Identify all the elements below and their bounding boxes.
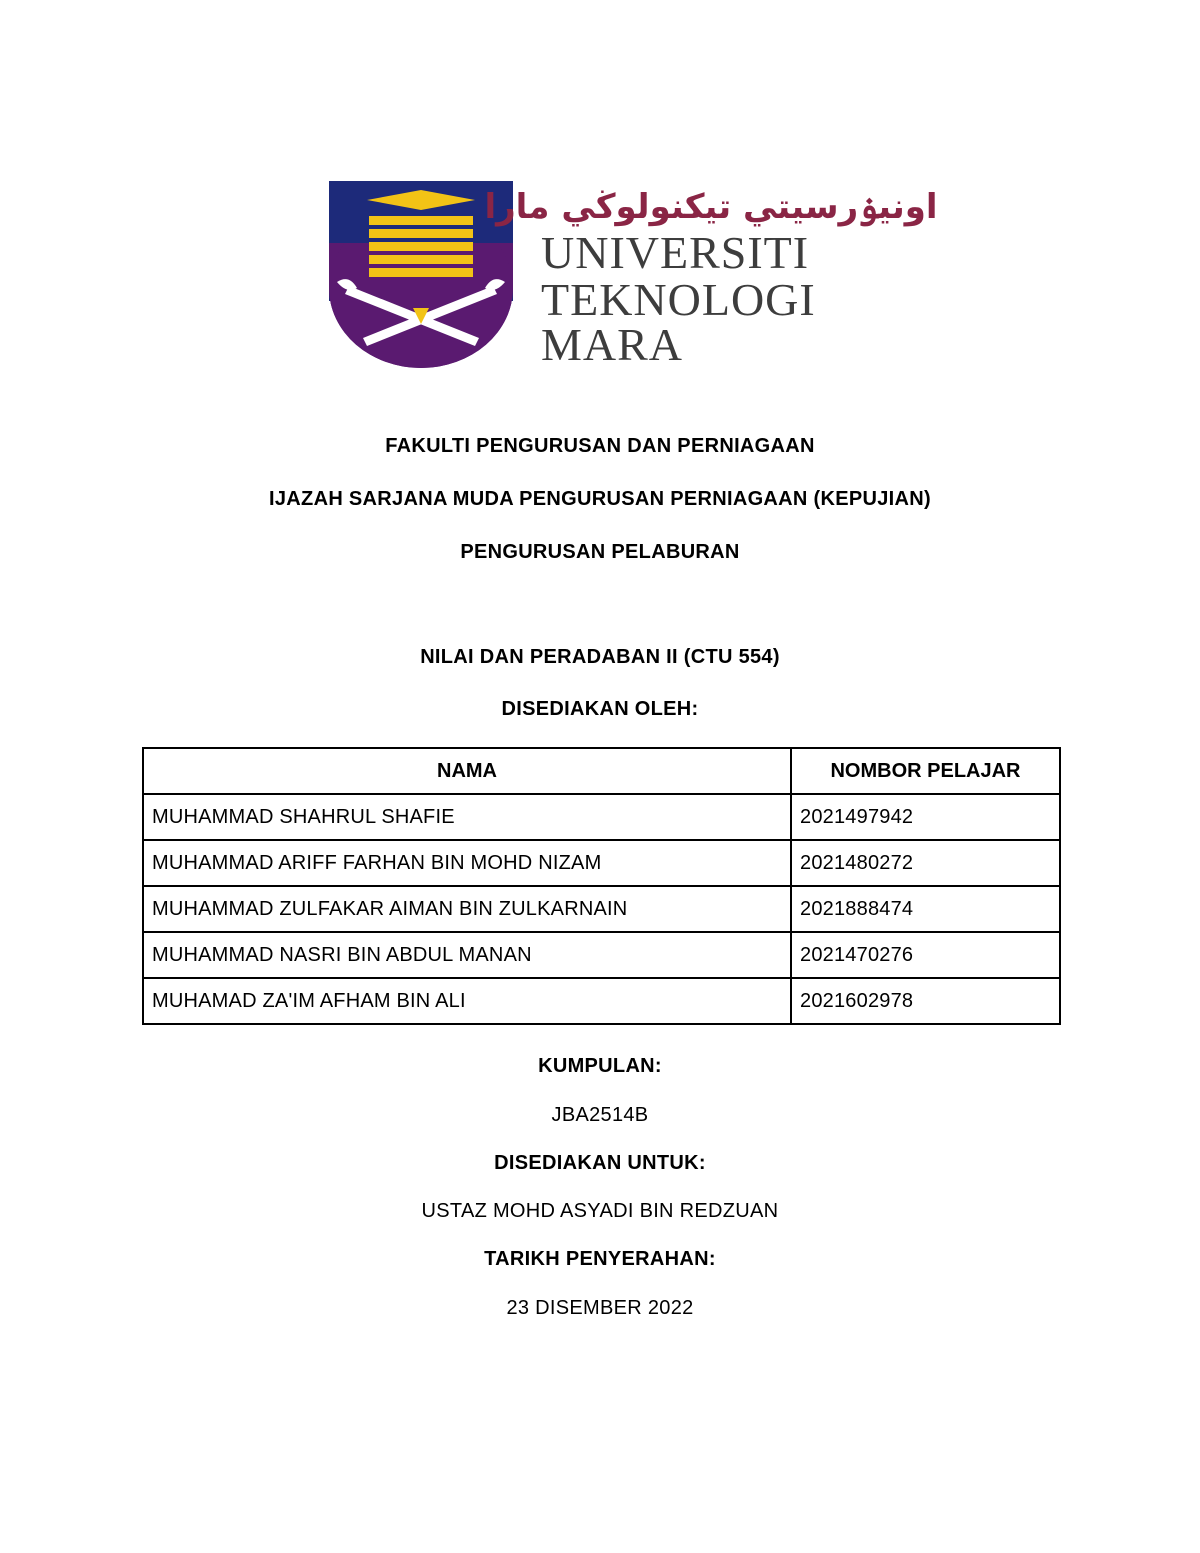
prepared-for-label: DISEDIAKAN UNTUK: — [494, 1152, 706, 1174]
course-title: NILAI DAN PERADABAN II (CTU 554) — [420, 646, 780, 668]
table-header-row — [143, 748, 1060, 794]
table-row — [143, 794, 1060, 840]
group-label: KUMPULAN: — [538, 1055, 662, 1077]
members-table — [142, 747, 1061, 1025]
faculty-title: FAKULTI PENGURUSAN DAN PERNIAGAAN — [385, 435, 815, 457]
group-value: JBA2514B — [551, 1104, 649, 1126]
submission-date-value: 23 DISEMBER 2022 — [506, 1297, 694, 1319]
member-student-number: 2021602978 — [791, 978, 1060, 1024]
uitm-logo — [329, 178, 938, 370]
programme-title: IJAZAH SARJANA MUDA PENGURUSAN PERNIAGAAN (KEPUJIAN) — [269, 488, 931, 510]
header-student-number: NOMBOR PELAJAR — [791, 748, 1060, 794]
logo-name-line3: MARA — [541, 319, 684, 370]
member-student-number: 2021497942 — [791, 794, 1060, 840]
header-name: NAMA — [143, 748, 791, 794]
prepared-for-value: USTAZ MOHD ASYADI BIN REDZUAN — [421, 1200, 779, 1222]
major-title: PENGURUSAN PELABURAN — [460, 541, 740, 563]
member-student-number: 2021888474 — [791, 886, 1060, 932]
logo-name-line1: UNIVERSITI — [541, 227, 810, 278]
table-row — [143, 886, 1060, 932]
logo-jawi-text: اونيۏرسيتي تيکنولوڬي مارا — [484, 187, 938, 227]
member-student-number: 2021480272 — [791, 840, 1060, 886]
member-name: MUHAMAD ZA'IM AFHAM BIN ALI — [143, 978, 791, 1024]
member-name: MUHAMMAD ARIFF FARHAN BIN MOHD NIZAM — [143, 840, 791, 886]
submission-date-label: TARIKH PENYERAHAN: — [484, 1248, 716, 1270]
logo-name-line2: TEKNOLOGI — [541, 274, 816, 325]
prepared-by-label: DISEDIAKAN OLEH: — [501, 698, 699, 720]
member-name: MUHAMMAD NASRI BIN ABDUL MANAN — [143, 932, 791, 978]
member-name: MUHAMMAD SHAHRUL SHAFIE — [143, 794, 791, 840]
table-row — [143, 840, 1060, 886]
table-row — [143, 932, 1060, 978]
member-name: MUHAMMAD ZULFAKAR AIMAN BIN ZULKARNAIN — [143, 886, 791, 932]
table-row — [143, 978, 1060, 1024]
member-student-number: 2021470276 — [791, 932, 1060, 978]
